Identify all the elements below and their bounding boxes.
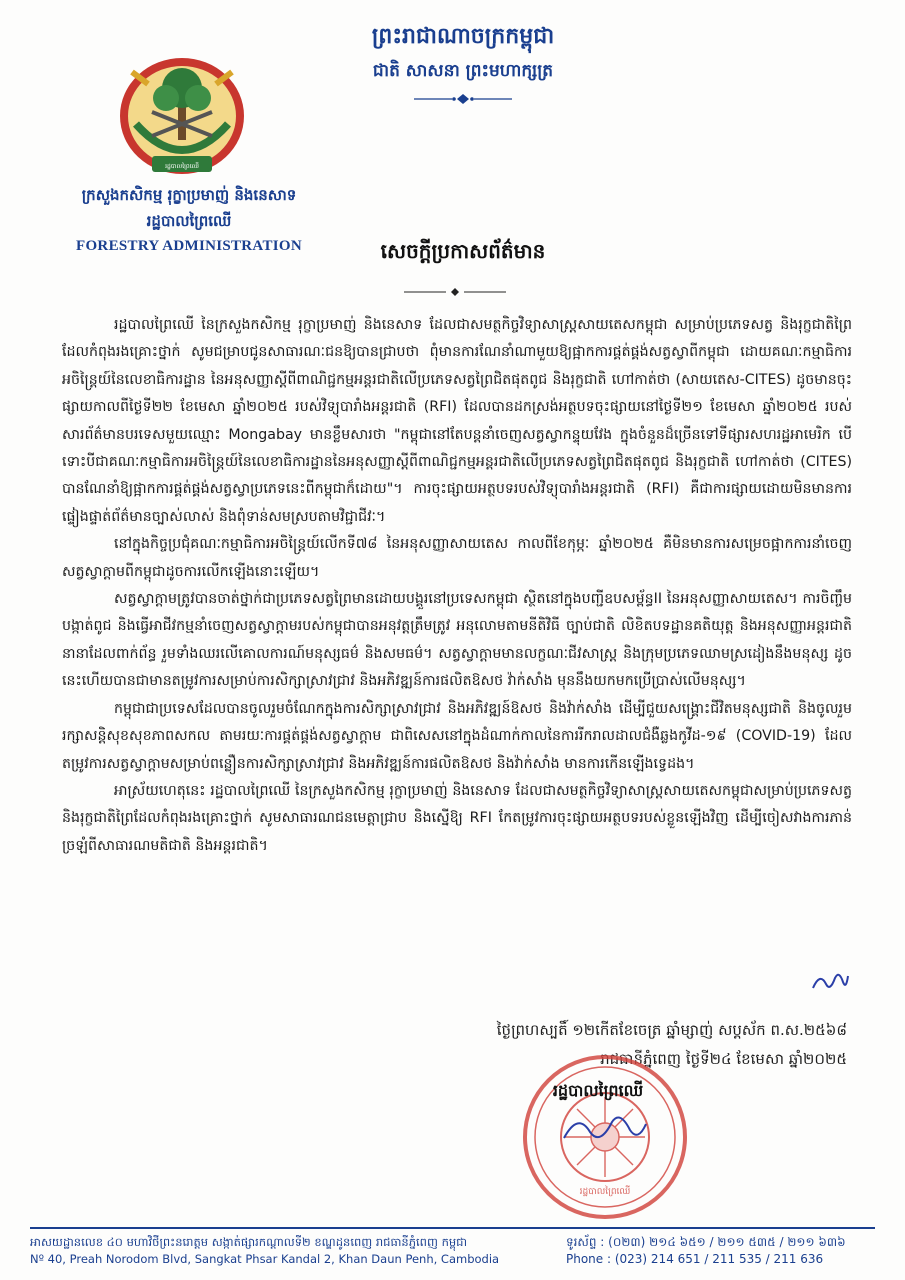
paragraph-5: អាស្រ័យហេតុនេះ រដ្ឋបាលព្រៃឈើ នៃក្រសួងកសិកម្ម រុក្ខាប្រមាញ់ និងនេសាទ ដែលជាសមត្ថកិច្ចវិទ្យាសាស្ត្រសាយតេសកម្ពុជាសម្រាប់ប្រភេទសត្វ និងរុក្ខជាតិព្រៃដែលកំពុងរងគ្រោះថ្នាក់ សូមសាធារណជនមេត្តាជ្រាប និងស្នើឱ្យ RFI កែតម្រូវការចុះផ្សាយអត្ថបទរបស់ខ្លួនឡើងវិញ ដើម្បីចៀសវាងការភាន់ច្រឡំពីសាធារណមតិជាតិ និងអន្តរជាតិ។ — [62, 782, 852, 854]
paragraph-2: នៅក្នុងកិច្ចប្រជុំគណៈកម្មាធិការអចិន្ត្រៃយ៍លើកទី៧៨ នៃអនុសញ្ញាសាយតេស កាលពីខែកុម្ភៈ ឆ្នាំ២០២៥ គឺមិនមានការសម្រេចផ្អាកការនាំចេញសត្វស្វាក្តាមពីកម្ពុជាដូចការលើកឡើងនោះឡើយ។ — [62, 536, 852, 580]
signer-name: រដ្ឋបាលព្រៃឈើ — [552, 1081, 644, 1100]
phone-en: Phone : (023) 214 651 / 211 535 / 211 636 — [566, 1252, 824, 1266]
footer-phone — [566, 1234, 886, 1268]
signature-icon — [560, 1108, 650, 1148]
lunar-date: ថ្ងៃព្រហស្បតិ៍ ១២កើតខែចេត្រ ឆ្នាំម្សាញ់ សប្តស័ក ព.ស.២៥៦៨ — [496, 1021, 847, 1039]
ministry-block — [44, 186, 334, 255]
title-ornament-icon — [400, 286, 510, 298]
place-date: រាជធានីភ្នំពេញ ថ្ងៃទី២៤ ខែមេសា ឆ្នាំ២០២៥ — [600, 1050, 847, 1068]
document-title: សេចក្តីប្រកាសព័ត៌មាន — [380, 239, 546, 263]
crest-caption: រដ្ឋបាលព្រៃឈើ — [165, 163, 199, 170]
paragraph-3: សត្វស្វាក្តាមត្រូវបានចាត់ថ្នាក់ជាប្រភេទសត្វព្រៃមានដោយបង្គួរនៅប្រទេសកម្ពុជា ស្ថិតនៅក្នុងបញ្ជីឧបសម្ព័ន្ធII នៃអនុសញ្ញាសាយតេស។ ការចិញ្ចឹម បង្កាត់ពូជ និងធ្វើអាជីវកម្មនាំចេញសត្វស្វាក្តាមរបស់កម្ពុជាបានអនុវត្តត្រឹមត្រូវ អនុលោមតាមនីតិវិធី ច្បាប់ជាតិ លិខិតបទដ្ឋានគតិយុត្ត និងអនុសញ្ញាអន្តរជាតិនានាដែលពាក់ព័ន្ធ រួមទាំងឈរលើគោលការណ៍មនុស្សធម៌ និងសមធម៌។ សត្វស្វាក្តាមមានលក្ខណៈជីវសាស្ត្រ និងក្រុមប្រភេទឈាមស្រដៀងនឹងមនុស្ស ដូចនេះហើយបានជាមានតម្រូវការសម្រាប់ការសិក្សាស្រាវជ្រាវ និងអភិវឌ្ឍន៍ការផលិតឱសថ វ៉ាក់សាំង មុននឹងយកមកប្រើប្រាស់លើមនុស្ស។ — [62, 591, 852, 690]
kingdom-title: ព្រះរាជាណាចក្រកម្ពុជា — [371, 23, 555, 49]
phone-km: ទូរស័ព្ទ : (០២៣) ២១៤ ៦៥១ / ២១១ ៥៣៥ / ២១១ ៦៣៦ — [566, 1235, 846, 1249]
address-km: អាសយដ្ឋានលេខ ៤០ មហាវិថីព្រះនរោត្តម សង្កាត់ផ្សារកណ្តាលទី២ ខណ្ឌដូនពេញ រាជធានីភ្នំពេញ កម្ពុជា — [30, 1235, 468, 1249]
address-en: Nº 40, Preah Norodom Blvd, Sangkat Phsar Kandal 2, Khan Daun Penh, Cambodia — [30, 1252, 500, 1266]
header-ornament-icon — [408, 93, 518, 105]
footer-address — [30, 1234, 550, 1268]
seal-caption: រដ្ឋបាលព្រៃឈើ — [579, 1187, 631, 1197]
footer-divider — [30, 1227, 875, 1229]
national-motto: ជាតិ សាសនា ព្រះមហាក្សត្រ — [372, 61, 554, 81]
paragraph-1: រដ្ឋបាលព្រៃឈើ នៃក្រសួងកសិកម្ម រុក្ខាប្រមាញ់ និងនេសាទ ដែលជាសមត្ថកិច្ចវិទ្យាសាស្ត្រសាយតេសកម្ពុជា សម្រាប់ប្រភេទសត្វ និងរុក្ខជាតិព្រៃដែលកំពុងរងគ្រោះថ្នាក់ សូមជម្រាបជូនសាធារណៈជនឱ្យបានជ្រាបថា ពុំមានការណែនាំណាមួយឱ្យផ្អាកការផ្គត់ផ្គង់សត្វស្វាពីកម្ពុជា ដោយគណៈកម្មាធិការអចិន្ត្រៃយ៍នៃលេខាធិការដ្ឋាន នៃអនុសញ្ញាស្តីពីពាណិជ្ជកម្មអន្តរជាតិលើប្រភេទសត្វព្រៃជិតផុតពូជ និងរុក្ខជាតិ ហៅកាត់ថា (សាយតេស-CITES) ដូចមានចុះផ្សាយកាលពីថ្ងៃទី២២ ខែមេសា ឆ្នាំ២០២៥ របស់វិទ្យុបារាំងអន្តរជាតិ (RFI) ដែលបានដកស្រង់អត្ថបទចុះផ្សាយនៅថ្ងៃទី២១ ខែមេសា ឆ្នាំ២០២៥ របស់សារព័ត៌មានបរទេសមួយឈ្មោះ Mongabay មានខ្លឹមសារថា "កម្ពុជានៅតែបន្តនាំចេញសត្វស្វាកន្ទុយវែង ក្នុងចំនួនដ៏ច្រើនទៅទីផ្សារសហរដ្ឋអាមេរិក បើទោះបីជាគណៈកម្មាធិការអចិន្ត្រៃយ៍នៃលេខាធិការដ្ឋាននៃអនុសញ្ញាស្តីពីពាណិជ្ជកម្មអន្តរជាតិលើប្រភេទសត្វព្រៃជិតផុតពូជ និងរុក្ខជាតិ ហៅកាត់ថា (CITES) បានណែនាំឱ្យផ្អាកការផ្គត់ផ្គង់សត្វស្វាប្រភេទនេះពីកម្ពុជាក៏ដោយ"។ ការចុះផ្សាយអត្ថបទរបស់វិទ្យុបារាំងអន្តរជាតិ (RFI) គឺជាការផ្សាយដោយមិនមានការផ្ទៀងផ្ទាត់ព័ត៌មានច្បាស់លាស់ និងពុំទាន់សមស្របតាមវិជ្ជាជីវៈ។ — [62, 317, 852, 525]
forestry-crest-icon — [112, 54, 252, 182]
document-body — [62, 312, 852, 860]
paragraph-4: កម្ពុជាជាប្រទេសដែលបានចូលរួមចំណែកក្នុងការសិក្សាស្រាវជ្រាវ និងអភិវឌ្ឍន៍ឱសថ និងវ៉ាក់សាំង ដើម្បីជួយសង្គ្រោះជីវិតមនុស្សជាតិ និងចូលរួមរក្សាសន្តិសុខសុខភាពសកល តាមរយៈការផ្គត់ផ្គង់សត្វស្វាក្តាម ជាពិសេសនៅក្នុងដំណាក់កាលនៃការរីករាលដាលជំងឺឆ្លងកូវីដ-១៩ (COVID-19) ដែលតម្រូវការសត្វស្វាក្តាមសម្រាប់ពន្លឿនការសិក្សាស្រាវជ្រាវ និងអភិវឌ្ឍន៍ការផលិតឱសថ និងវ៉ាក់សាំង មានការកើនឡើងទ្វេដង។ — [62, 700, 852, 772]
kingdom-block — [318, 22, 608, 109]
department-name-km: រដ្ឋបាលព្រៃឈើ — [146, 212, 232, 230]
department-name-en: FORESTRY ADMINISTRATION — [76, 238, 302, 254]
handwritten-initials-icon — [810, 970, 850, 994]
ministry-name-km: ក្រសួងកសិកម្ម រុក្ខាប្រមាញ់ និងនេសាទ — [81, 186, 297, 204]
